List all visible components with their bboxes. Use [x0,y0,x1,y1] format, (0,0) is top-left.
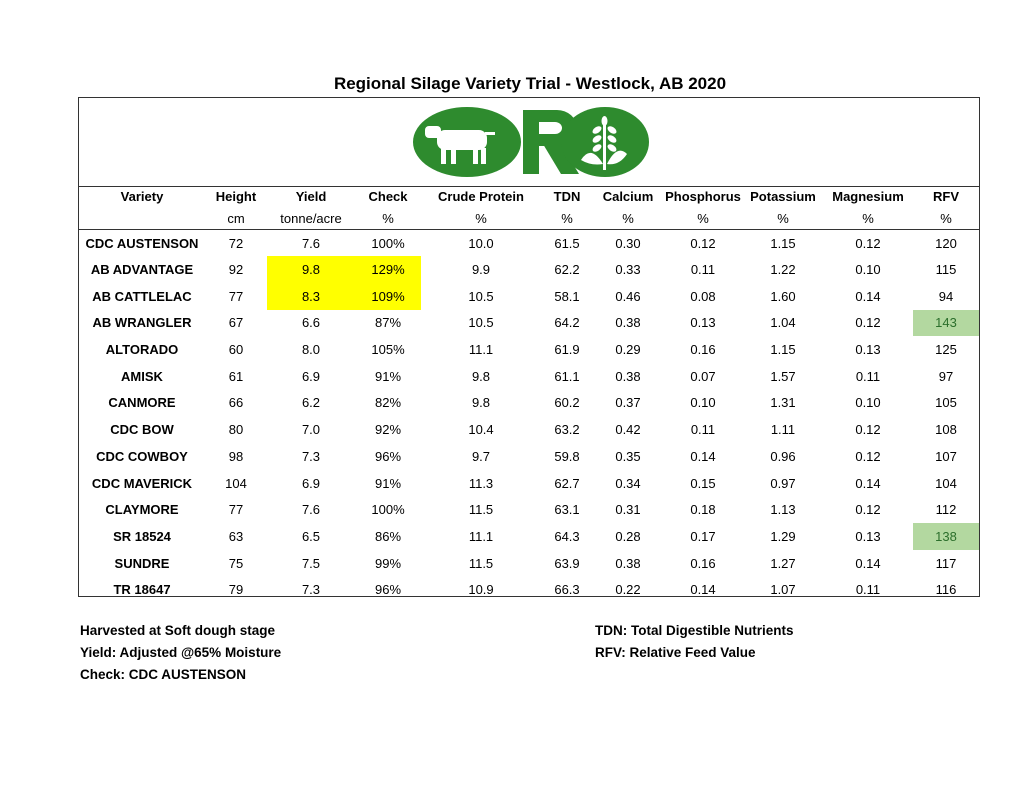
table-row [79,550,979,577]
column-unit: % [541,207,593,230]
value-cell: 11.1 [468,342,494,358]
value-cell: 11.3 [468,475,494,491]
value-cell: 0.15 [690,475,716,491]
column-header: Calcium [602,189,654,204]
value-cell: 61 [228,368,244,384]
value-cell: 117 [935,555,957,571]
value-cell: 0.12 [855,422,881,438]
value-cell: 91% [374,368,402,384]
table-row [79,496,979,523]
variety-cell: CDC AUSTENSON [85,235,199,251]
gro-logo [411,104,651,180]
value-cell: 0.11 [855,582,881,598]
column-header: RFV [933,189,959,204]
note-yield: Yield: Adjusted @65% Moisture [80,645,282,660]
value-cell: 80 [228,422,244,438]
value-cell: 6.9 [301,475,321,491]
logo-banner [79,98,979,187]
value-cell: 77 [228,288,244,304]
value-cell: 96% [374,448,402,464]
value-cell: 0.17 [690,528,716,544]
column-unit: tonne/acre [267,207,355,230]
value-cell: 10.9 [468,582,494,598]
value-cell: 0.12 [855,315,881,331]
value-cell: 66.3 [554,582,580,598]
value-cell: 61.5 [554,235,580,251]
value-cell: 1.31 [770,395,796,411]
value-cell: 9.9 [471,262,491,278]
value-cell: 7.6 [301,502,321,518]
value-cell: 10.4 [468,422,494,438]
column-unit: % [593,207,663,230]
value-cell: 116 [935,582,957,598]
value-cell: 104 [935,475,957,491]
variety-cell: CDC COWBOY [96,448,188,464]
table-body [79,230,979,604]
value-cell: 0.28 [615,528,641,544]
value-cell: 112 [935,502,957,518]
value-cell: 11.5 [468,555,494,571]
value-cell: 0.30 [615,235,641,251]
value-cell: 0.11 [690,422,716,438]
value-cell: 77 [228,502,244,518]
value-cell: 0.13 [690,315,716,331]
value-cell: 7.5 [301,555,321,571]
value-cell: 63.1 [554,502,580,518]
value-cell: 0.07 [690,368,716,384]
column-unit: % [743,207,823,230]
value-cell: 10.5 [468,288,494,304]
variety-cell: CLAYMORE [105,502,179,518]
value-cell: 63.9 [554,555,580,571]
column-unit: % [421,207,541,230]
value-cell: 0.35 [615,448,641,464]
value-cell: 64.3 [554,528,580,544]
value-cell: 1.15 [770,235,796,251]
value-cell: 94 [938,288,954,304]
value-cell: 1.04 [770,315,796,331]
value-cell: 8.0 [301,342,321,358]
header-row [79,186,979,207]
column-header: Phosphorus [665,189,741,204]
value-cell: 87% [374,315,402,331]
value-cell: 0.14 [855,555,881,571]
table-row [79,310,979,337]
value-cell: 1.60 [770,288,796,304]
value-cell: 0.12 [855,502,881,518]
value-cell: 58.1 [554,288,580,304]
value-cell: 105 [935,395,957,411]
value-cell: 92% [374,422,402,438]
note-tdn: TDN: Total Digestible Nutrients [595,623,794,638]
value-cell: 138 [913,523,979,550]
variety-cell: CANMORE [108,395,176,411]
column-header: TDN [553,189,581,204]
value-cell: 1.15 [770,342,796,358]
value-cell: 11.5 [468,502,494,518]
value-cell: 1.57 [770,368,796,384]
value-cell: 0.08 [690,288,716,304]
column-header: Variety [120,189,164,204]
value-cell: 97 [938,368,954,384]
variety-cell: AB ADVANTAGE [90,262,194,278]
value-cell: 1.22 [770,262,796,278]
value-cell: 9.7 [471,448,491,464]
note-harvest: Harvested at Soft dough stage [80,623,276,638]
value-cell: 0.13 [855,342,881,358]
value-cell: 1.07 [770,582,796,598]
value-cell: 143 [913,310,979,337]
column-header: Potassium [750,189,816,204]
value-cell: 107 [935,448,957,464]
value-cell: 6.9 [301,368,321,384]
value-cell: 9.8 [471,368,491,384]
table-row [79,523,979,550]
table-row [79,470,979,497]
value-cell: 0.14 [855,475,881,491]
value-cell: 0.46 [615,288,641,304]
value-cell: 92 [228,262,244,278]
table-row [79,363,979,390]
value-cell: 7.3 [301,582,321,598]
value-cell: 0.12 [690,235,716,251]
value-cell: 100% [371,502,405,518]
value-cell: 0.22 [615,582,641,598]
value-cell: 96% [374,582,402,598]
column-unit: % [355,207,421,230]
value-cell: 1.29 [770,528,796,544]
table-row [79,576,979,603]
variety-cell: AMISK [121,368,163,384]
value-cell: 1.13 [770,502,796,518]
value-cell: 59.8 [554,448,580,464]
value-cell: 67 [228,315,244,331]
value-cell: 129% [355,256,421,283]
table-row [79,283,979,310]
value-cell: 125 [935,342,957,358]
notes-left [80,620,281,686]
table-row [79,336,979,363]
value-cell: 9.8 [267,256,355,283]
trial-results-table [79,186,979,603]
value-cell: 0.38 [615,368,641,384]
column-header: Check [368,189,408,204]
value-cell: 62.7 [554,475,580,491]
table-row [79,416,979,443]
notes-right [595,620,794,664]
value-cell: 60 [228,342,244,358]
value-cell: 8.3 [267,283,355,310]
value-cell: 105% [371,342,405,358]
column-unit: % [913,207,979,230]
column-header: Crude Protein [438,189,524,204]
value-cell: 0.14 [855,288,881,304]
value-cell: 7.3 [301,448,321,464]
unit-row [79,207,979,230]
value-cell: 63 [228,528,244,544]
value-cell: 99% [374,555,402,571]
column-unit: % [823,207,913,230]
value-cell: 0.12 [855,448,881,464]
value-cell: 0.38 [615,315,641,331]
value-cell: 61.9 [554,342,580,358]
value-cell: 64.2 [554,315,580,331]
column-header: Magnesium [832,189,904,204]
value-cell: 61.1 [554,368,580,384]
table-row [79,443,979,470]
value-cell: 0.14 [690,448,716,464]
value-cell: 82% [374,395,402,411]
column-header: Height [215,189,257,204]
column-unit: cm [205,207,267,230]
table-row [79,230,979,257]
value-cell: 0.29 [615,342,641,358]
value-cell: 0.10 [855,262,881,278]
value-cell: 0.10 [855,395,881,411]
value-cell: 0.97 [770,475,796,491]
value-cell: 0.37 [615,395,641,411]
page-title: Regional Silage Variety Trial - Westlock, AB 2020 [333,74,727,93]
variety-cell: SR 18524 [113,528,171,544]
value-cell: 72 [228,235,244,251]
value-cell: 0.38 [615,555,641,571]
value-cell: 9.8 [471,395,491,411]
value-cell: 0.42 [615,422,641,438]
value-cell: 0.11 [690,262,716,278]
value-cell: 6.5 [301,528,321,544]
value-cell: 0.18 [690,502,716,518]
value-cell: 0.16 [690,342,716,358]
column-unit: % [663,207,743,230]
value-cell: 109% [355,283,421,310]
table-row [79,256,979,283]
variety-cell: ALTORADO [105,342,179,358]
value-cell: 1.27 [770,555,796,571]
value-cell: 63.2 [554,422,580,438]
value-cell: 1.11 [770,422,796,438]
variety-cell: AB CATTLELAC [92,288,192,304]
value-cell: 0.96 [770,448,796,464]
value-cell: 10.0 [468,235,494,251]
variety-cell: SUNDRE [114,555,170,571]
column-header: Yield [295,189,327,204]
value-cell: 104 [225,475,247,491]
value-cell: 66 [228,395,244,411]
table-row [79,390,979,417]
value-cell: 0.10 [690,395,716,411]
value-cell: 6.2 [301,395,321,411]
value-cell: 0.14 [690,582,716,598]
variety-cell: CDC MAVERICK [91,475,193,491]
variety-cell: TR 18647 [113,582,171,598]
value-cell: 100% [371,235,405,251]
value-cell: 75 [228,555,244,571]
value-cell: 86% [374,528,402,544]
value-cell: 0.33 [615,262,641,278]
value-cell: 7.6 [301,235,321,251]
variety-cell: CDC BOW [110,422,174,438]
note-check: Check: CDC AUSTENSON [80,667,247,682]
value-cell: 98 [228,448,244,464]
value-cell: 108 [935,422,957,438]
value-cell: 0.11 [855,368,881,384]
note-rfv: RFV: Relative Feed Value [595,645,756,660]
variety-cell: AB WRANGLER [92,315,192,331]
value-cell: 115 [935,262,957,278]
trial-table-frame [78,97,980,597]
value-cell: 0.16 [690,555,716,571]
value-cell: 120 [935,235,957,251]
value-cell: 6.6 [301,315,321,331]
value-cell: 0.34 [615,475,641,491]
value-cell: 91% [374,475,402,491]
value-cell: 11.1 [468,528,494,544]
column-unit [79,207,205,230]
value-cell: 0.13 [855,528,881,544]
value-cell: 0.31 [615,502,641,518]
value-cell: 62.2 [554,262,580,278]
value-cell: 7.0 [301,422,321,438]
value-cell: 60.2 [554,395,580,411]
value-cell: 10.5 [468,315,494,331]
value-cell: 79 [228,582,244,598]
value-cell: 0.12 [855,235,881,251]
